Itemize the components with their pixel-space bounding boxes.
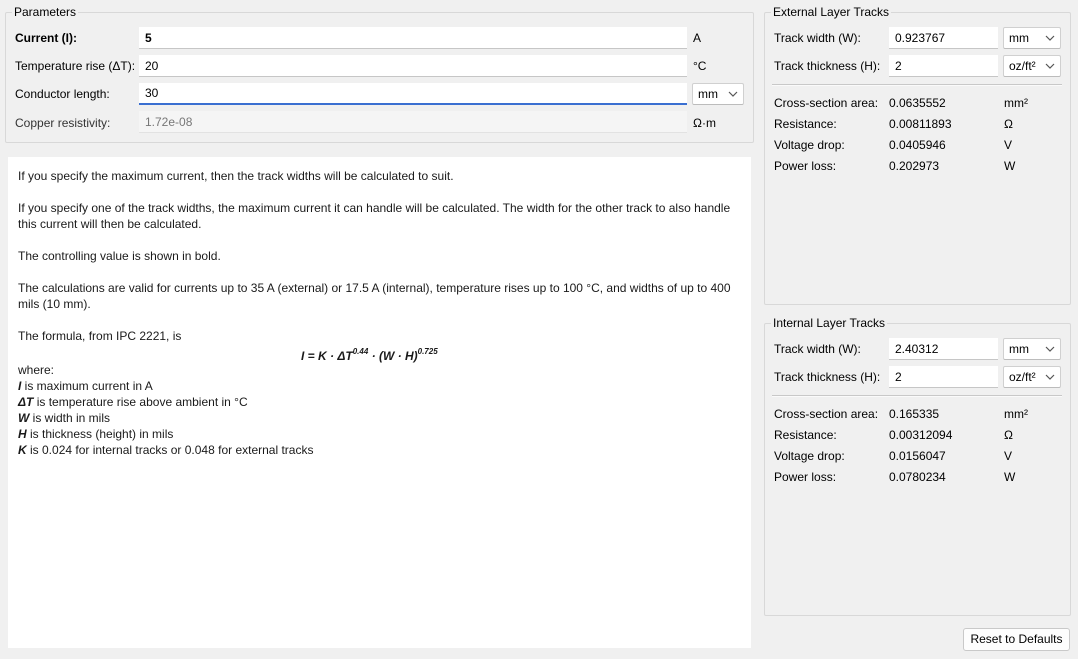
ext-ploss-value: 0.202973 [889,159,940,173]
int-separator [772,395,1062,396]
int-width-input[interactable] [889,338,998,360]
resistivity-label: Copper resistivity: [15,116,111,130]
int-area-unit: mm² [1004,407,1028,421]
ext-separator [772,84,1062,85]
help-text-panel [8,157,751,648]
ext-vdrop-label: Voltage drop: [774,138,845,152]
parameters-group-title: Parameters [14,5,77,19]
definition-text: is temperature rise above ambient in °C [33,395,248,409]
int-resistance-unit: Ω [1004,428,1013,442]
formula-part: I = K · ΔT [301,349,353,363]
help-paragraph: The calculations are valid for currents up to 35 A (external) or 17.5 A (internal), temperature rises up to 100 °C, and widths of up to 400 mils (10 mm). [18,281,731,311]
length-label: Conductor length: [15,87,110,101]
formula-exponent: 0.725 [417,347,438,356]
int-resistance-label: Resistance: [774,428,837,442]
ext-width-label: Track width (W): [774,31,861,45]
int-ploss-label: Power loss: [774,470,837,484]
definition-symbol: H [18,427,27,441]
int-vdrop-unit: V [1004,449,1013,463]
ext-resistance-unit: Ω [1004,117,1013,131]
definition-item [18,426,718,442]
ext-thickness-label: Track thickness (H): [774,59,881,73]
ext-area-unit: mm² [1004,96,1028,110]
definition-text: is maximum current in A [21,379,153,393]
definition-text: is thickness (height) in mils [26,427,174,441]
ext-thickness-unit-value: oz/ft² [1009,59,1036,73]
ext-resistance-value: 0.00811893 [889,117,952,131]
formula-part: · (W · H) [368,349,418,363]
ext-width-input[interactable] [889,27,998,49]
int-width-unit-value: mm [1009,342,1029,356]
chevron-down-icon [1045,33,1055,43]
ipc-formula [301,344,438,364]
temp-rise-unit: °C [693,59,707,73]
help-paragraph: If you specify one of the track widths, the maximum current it can handle will be calculated. The width for the other track to also handle this current will then be calculated. [18,201,731,231]
external-tracks-title: External Layer Tracks [773,5,890,19]
chevron-down-icon [1045,372,1055,382]
internal-tracks-title: Internal Layer Tracks [773,316,886,330]
int-thickness-label: Track thickness (H): [774,370,881,384]
int-area-value: 0.165335 [889,407,940,421]
length-input[interactable] [139,83,687,105]
definition-symbol: K [18,443,27,457]
temp-rise-label: Temperature rise (ΔT): [15,59,136,73]
ext-thickness-unit-select[interactable] [1003,55,1061,77]
ext-resistance-label: Resistance: [774,117,837,131]
int-vdrop-value: 0.0156047 [889,449,946,463]
ext-width-unit-select[interactable] [1003,27,1061,49]
chevron-down-icon [728,89,738,99]
ext-thickness-input[interactable] [889,55,998,77]
ext-width-unit-value: mm [1009,31,1029,45]
int-thickness-input[interactable] [889,366,998,388]
help-paragraph: The formula, from IPC 2221, is [18,329,182,343]
reset-defaults-button[interactable]: Reset to Defaults [963,628,1070,651]
definition-item [18,410,718,426]
ext-area-value: 0.0635552 [889,96,946,110]
int-width-unit-select[interactable] [1003,338,1061,360]
definition-item [18,442,718,458]
ext-vdrop-unit: V [1004,138,1013,152]
definition-symbol: W [18,411,30,425]
current-input[interactable] [139,27,687,49]
definition-item [18,378,718,394]
int-thickness-unit-value: oz/ft² [1009,370,1036,384]
int-thickness-unit-select[interactable] [1003,366,1061,388]
int-resistance-value: 0.00312094 [889,428,953,442]
ext-ploss-label: Power loss: [774,159,837,173]
ext-ploss-unit: W [1004,159,1016,173]
int-ploss-unit: W [1004,470,1016,484]
definition-symbol: I [18,379,22,393]
length-unit-select[interactable] [692,83,744,105]
int-ploss-value: 0.0780234 [889,470,946,484]
length-unit-value: mm [698,87,718,101]
chevron-down-icon [1045,61,1055,71]
int-vdrop-label: Voltage drop: [774,449,845,463]
temp-rise-input[interactable] [139,55,687,77]
ext-vdrop-value: 0.0405946 [889,138,946,152]
definition-text: is width in mils [29,411,111,425]
help-paragraph: The controlling value is shown in bold. [18,249,221,263]
help-paragraph: where: [18,363,55,377]
resistivity-unit: Ω·m [693,116,716,130]
current-unit: A [693,31,702,45]
definition-symbol: ΔT [18,395,34,409]
formula-exponent: 0.44 [352,347,369,356]
definition-text: is 0.024 for internal tracks or 0.048 for external tracks [26,443,314,457]
chevron-down-icon [1045,344,1055,354]
int-width-label: Track width (W): [774,342,861,356]
ext-area-label: Cross-section area: [774,96,879,110]
help-paragraph: If you specify the maximum current, then the track widths will be calculated to suit. [18,169,454,183]
resistivity-input [139,111,687,133]
definition-item [18,394,718,410]
int-area-label: Cross-section area: [774,407,879,421]
current-label: Current (I): [15,31,77,45]
